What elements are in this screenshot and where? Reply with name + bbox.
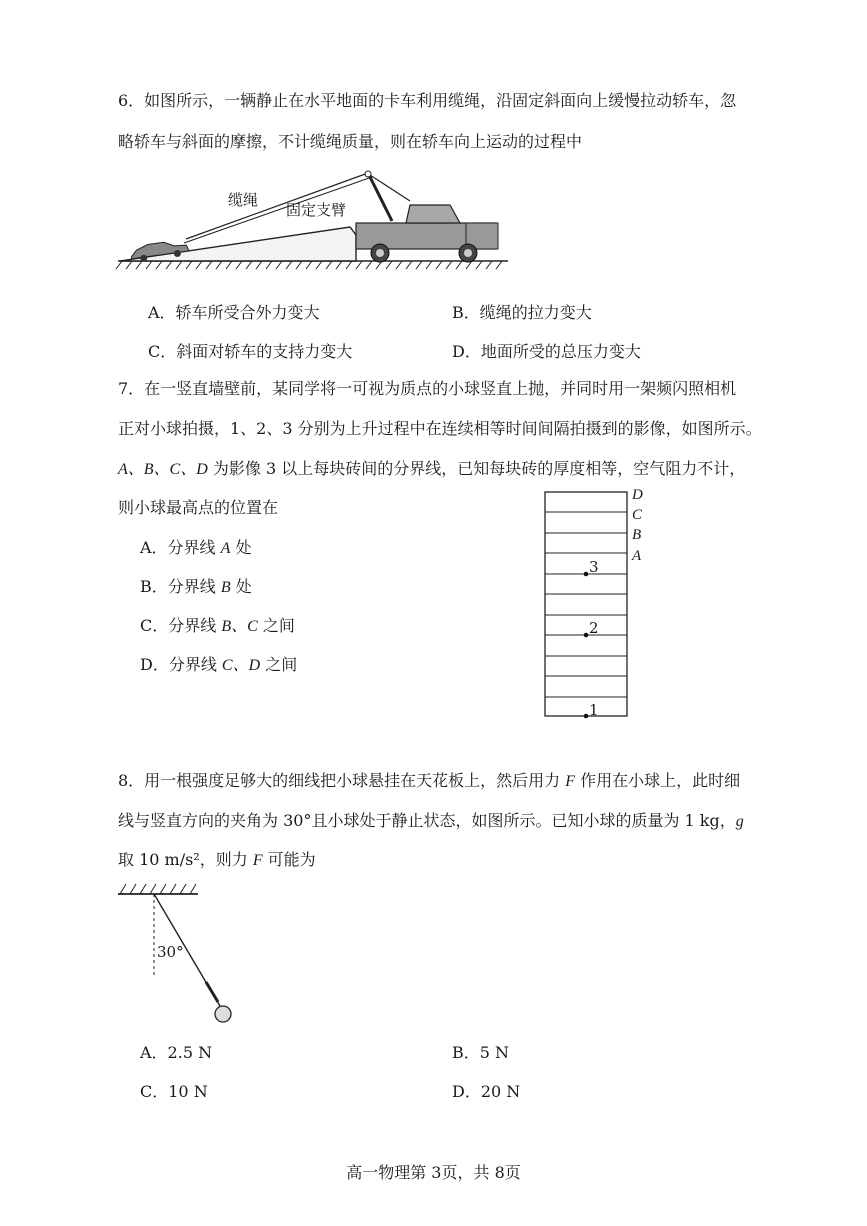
q7-line3-vars: A、B、C、D: [118, 461, 208, 478]
fig-line-a: A: [632, 548, 642, 564]
q6-tow-figure: [110, 165, 530, 280]
fig-line-d: D: [632, 487, 643, 503]
fig-ball-label-2: 2: [589, 619, 599, 637]
q8-line3: 取 10 m/s²，则力 F 可能为: [118, 850, 316, 869]
q6-line1: 6．如图所示，一辆静止在水平地面的卡车利用缆绳，沿固定斜面向上缓慢拉动轿车，忽: [118, 91, 737, 110]
hanging-ball: [215, 1006, 231, 1022]
q7-line1: 7．在一竖直墙壁前，某同学将一可视为质点的小球竖直上抛，并同时用一架频闪照相机: [118, 379, 737, 398]
fig-ball-label-1: 1: [589, 701, 599, 719]
q8-option-b: B．5 N: [452, 1043, 510, 1062]
q8-line1: 8．用一根强度足够大的细线把小球悬挂在天花板上，然后用力 F 作用在小球上，此时细: [118, 771, 741, 790]
q6-option-c: C．斜面对轿车的支持力变大: [148, 342, 353, 361]
q8-line2: 线与竖直方向的夹角为 30°且小球处于静止状态，如图所示。已知小球的质量为 1 kg，g: [118, 811, 744, 830]
fig-line-c: C: [632, 507, 643, 523]
fig-arm-label: 固定支臂: [286, 201, 347, 219]
q7-line3-rest: 为影像 3 以上每块砖间的分界线，已知每块砖的厚度相等，空气阻力不计，: [207, 459, 746, 478]
q7-option-b: B．分界线 B 处: [140, 577, 252, 596]
q7-line2: 正对小球拍摄，1、2、3 分别为上升过程中在连续相等时间间隔拍摄到的影像，如图所示。: [118, 419, 762, 438]
fig-line-b: B: [632, 527, 642, 543]
ball-image-3: [584, 572, 589, 577]
fig-angle-label: 30°: [157, 943, 184, 961]
q6-option-a: A．轿车所受合外力变大: [148, 303, 320, 322]
q7-option-c: C．分界线 B、C 之间: [140, 616, 295, 635]
fig-cable-label: 缆绳: [228, 191, 259, 209]
ball-image-2: [584, 633, 589, 638]
q8-option-d: D．20 N: [452, 1082, 521, 1101]
q7-brick-wall-figure: [540, 488, 632, 720]
q6-line2: 略轿车与斜面的摩擦，不计缆绳质量，则在轿车向上运动的过程中: [118, 132, 583, 151]
ball-image-1: [584, 714, 589, 719]
q6-option-d: D．地面所受的总压力变大: [452, 342, 641, 361]
q6-option-b: B．缆绳的拉力变大: [452, 303, 592, 322]
q7-line3: [118, 461, 745, 478]
fig-ball-label-3: 3: [589, 558, 599, 576]
q8-option-c: C．10 N: [140, 1082, 208, 1101]
q7-line4: 则小球最高点的位置在: [118, 498, 279, 517]
q8-option-a: A．2.5 N: [140, 1043, 213, 1062]
q7-option-d: D．分界线 C、D 之间: [140, 655, 298, 674]
q7-option-a: A．分界线 A 处: [140, 538, 252, 557]
page-footer: 高一物理第 3页，共 8页: [346, 1163, 521, 1182]
